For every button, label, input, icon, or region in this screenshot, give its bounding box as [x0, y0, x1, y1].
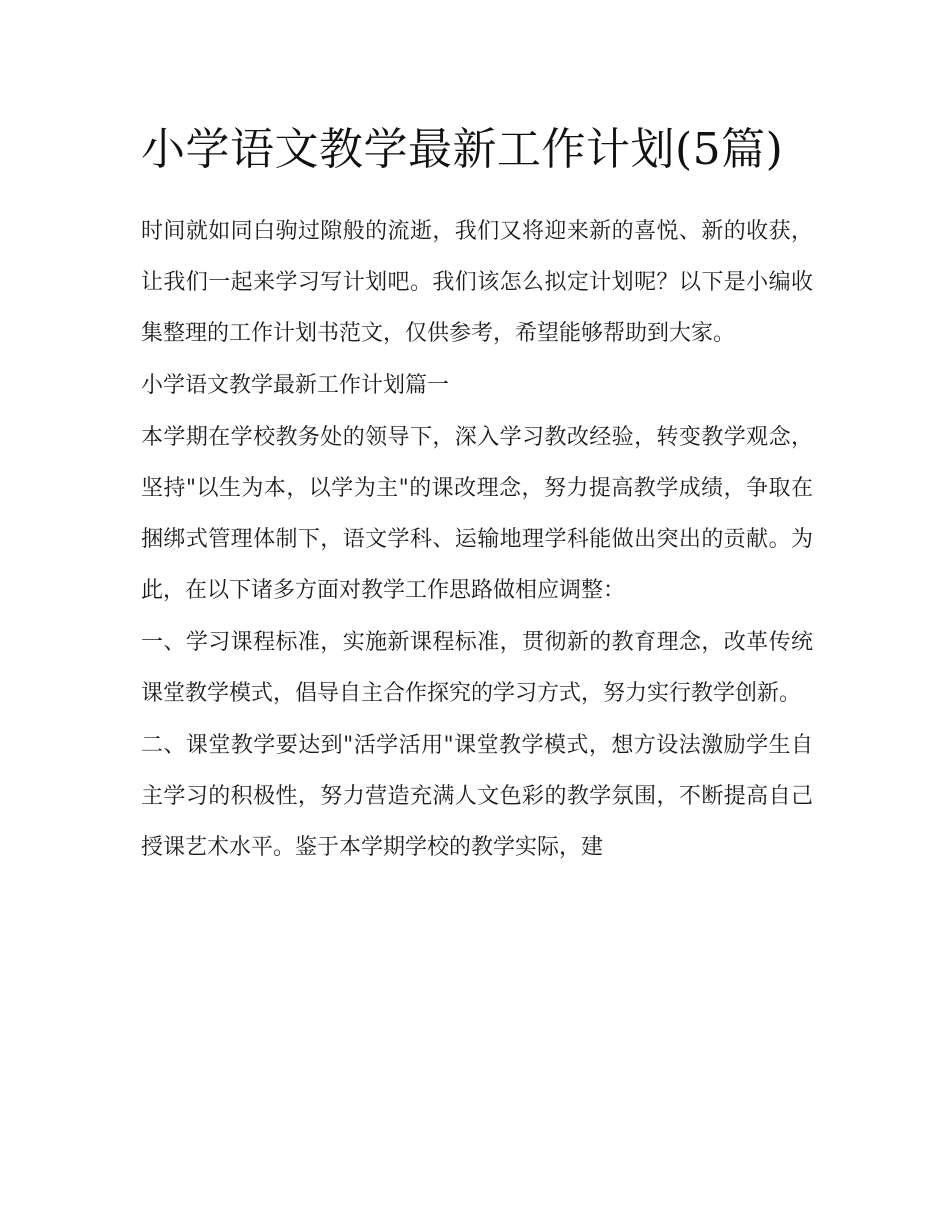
body-paragraph: 本学期在学校教务处的领导下，深入学习教改经验，转变教学观念，坚持"以生为本，以学为主"的课改理念，努力提高教学成绩，争取在捆绑式管理体制下，语文学科、运输地理学科能做出突出的贡献。为此，在以下诸多方面对教学工作思路做相应调整： — [141, 425, 813, 603]
list-item-two: 二、课堂教学要达到"活学活用"课堂教学模式，想方设法激励学生自主学习的积极性，努力营造充满人文色彩的教学氛围，不断提高自己授课艺术水平。鉴于本学期学校的教学实际，建 — [141, 733, 813, 860]
section-heading: 小学语文教学最新工作计划篇一 — [141, 373, 450, 398]
document-title: 小学语文教学最新工作计划(5篇) — [141, 124, 784, 175]
document-body — [141, 114, 813, 874]
list-item-one: 一、学习课程标准，实施新课程标准，贯彻新的教育理念，改革传统课堂教学模式，倡导自主合作探究的学习方式，努力实行教学创新。 — [141, 630, 813, 706]
intro-paragraph: 时间就如同白驹过隙般的流逝，我们又将迎来新的喜悦、新的收获，让我们一起来学习写计划吧。我们该怎么拟定计划呢？以下是小编收集整理的工作计划书范文，仅供参考，希望能够帮助到大家。 — [141, 219, 813, 346]
